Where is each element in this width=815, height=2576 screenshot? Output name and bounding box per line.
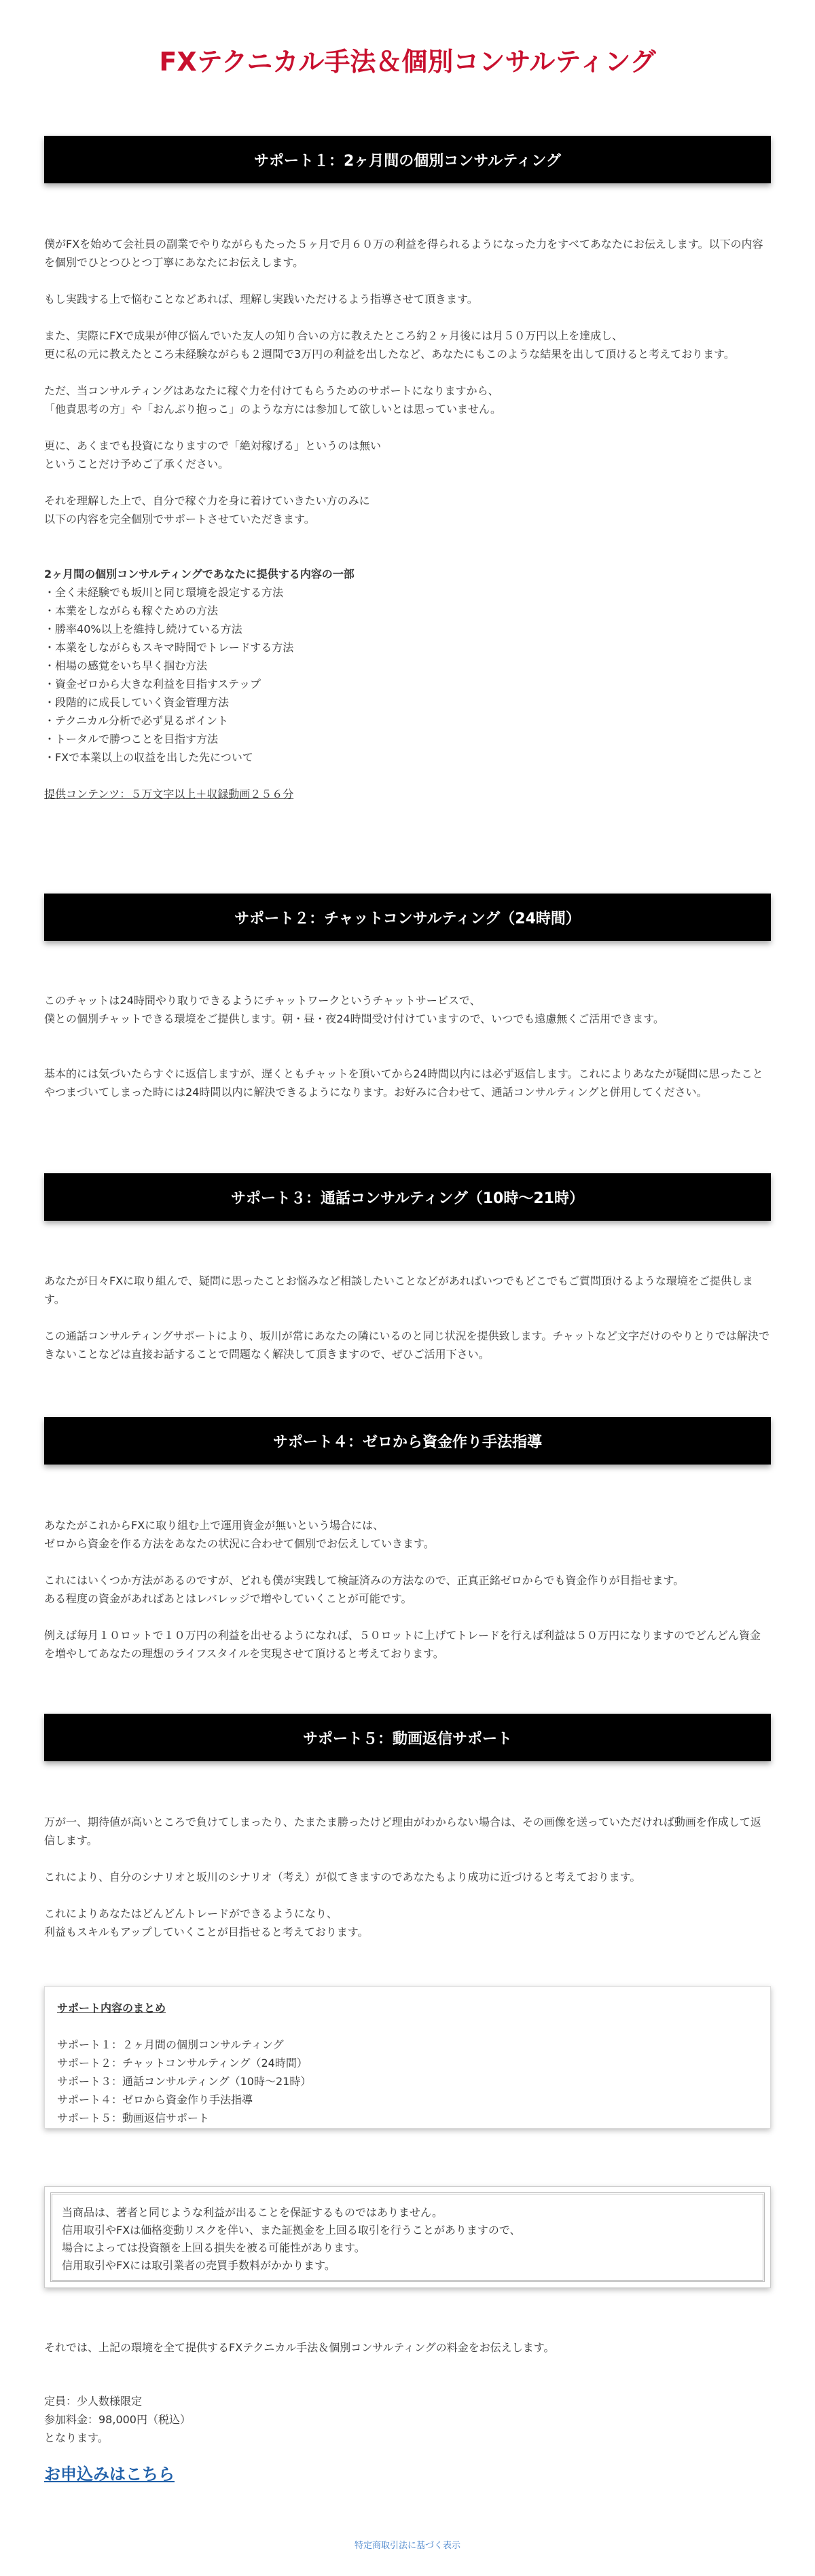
support1-list: [44, 583, 771, 767]
disclaimer-line: 信用取引やFXには取引業者の売買手数料がかかります。: [62, 2259, 336, 2272]
support3-paragraph: あなたが日々FXに取り組んで、疑問に思ったことお悩みなど相談したいことなどがあればいつでもどこでもご質問頂けるような環境をご提供します。: [44, 1274, 753, 1306]
price-text: 参加料金：98,000円（税込）: [44, 2413, 191, 2426]
support1-paragraph: ただ、当コンサルティングはあなたに稼ぐ力を付けてもらうためのサポートになりますから、 「他責思考の方」や「おんぶり抱っこ」のような方には参加して欲しいとは思っていません。: [44, 384, 501, 416]
support2-body: [44, 991, 771, 1101]
capacity-text: 定員：少人数様限定: [44, 2395, 143, 2408]
support4-banner: サポート４：ゼロから資金作り手法指導: [44, 1417, 771, 1465]
support5-paragraph: 万が一、期待値が高いところで負けてしまったり、たまたま勝ったけど理由がわからない場合は、その画像を送っていただければ動画を作成して返信します。: [44, 1816, 761, 1847]
support2-paragraph: このチャットは24時間やり取りできるようにチャットワークというチャットサービスで、 僕との個別チャットできる環境をご提供します。朝・昼・夜24時間受け付けていますので、いつでも遠慮無くご活用できます。: [44, 994, 665, 1025]
summary-item: サポート３：通話コンサルティング（10時〜21時）: [57, 2075, 312, 2088]
list-item: ・ テクニカル分析で必ず見るポイント: [44, 712, 771, 730]
disclaimer-line: 当商品は、著者と同じような利益が出ることを保証するものではありません。: [62, 2206, 443, 2219]
disclaimer-line: 場合によっては投資額を上回る損失を被る可能性があります。: [62, 2241, 365, 2254]
support5-body: [44, 1813, 771, 1941]
support1-banner: サポート１：2ヶ月間の個別コンサルティング: [44, 136, 771, 183]
list-item: ・ 本業をしながらもスキマ時間でトレードする方法: [44, 638, 771, 657]
list-item: ・ 本業をしながらも稼ぐための方法: [44, 602, 771, 620]
support2-paragraph: 基本的には気づいたらすぐに返信しますが、遅くともチャットを頂いてから24時間以内には必ず返信します。これによりあなたが疑問に思ったことやつまづいてしまった時には24時間以内に解決できるようになります。お好みに合わせて、通話コンサルティングと併用してください。: [44, 1067, 763, 1099]
support3-body: [44, 1272, 771, 1363]
support4-paragraph: あなたがこれからFXに取り組む上で運用資金が無いという場合には、 ゼロから資金を作る方法をあなたの状況に合わせて個別でお伝えしていきます。: [44, 1519, 435, 1550]
support5-paragraph: これにより、自分のシナリオと坂川のシナリオ（考え）が似てきますのであなたもより成功に近づけると考えております。: [44, 1871, 641, 1883]
support4-paragraph: これにはいくつか方法があるのですが、どれも僕が実践して検証済みの方法なので、正真正銘ゼロからでも資金作りが目指せます。 ある程度の資金があればあとはレバレッジで増やしていくことが可能です。: [44, 1574, 685, 1605]
support5-paragraph: これによりあなたはどんどんトレードができるようになり、 利益もスキルもアップしていくことが目指せると考えております。: [44, 1907, 369, 1938]
list-item: ・ 段階的に成長していく資金管理方法: [44, 693, 771, 712]
closing-note-text: となります。: [44, 2431, 109, 2444]
support1-paragraph: それを理解した上で、自分で稼ぐ力を身に着けていきたい方のみに 以下の内容を完全個別でサポートさせていただきます。: [44, 494, 370, 526]
list-item: ・ 全く未経験でも坂川と同じ環境を設定する方法: [44, 583, 771, 602]
list-item: ・ 資金ゼロから大きな利益を目指すステップ: [44, 675, 771, 693]
disclaimer-box: [44, 2186, 771, 2288]
closing-details: [44, 2392, 771, 2447]
summary-item: サポート５：動画返信サポート: [57, 2112, 210, 2124]
support3-paragraph: この通話コンサルティングサポートにより、坂川が常にあなたの隣にいるのと同じ状況を提供致します。チャットなど文字だけのやりとりでは解決できないことなどは直接お話することで問題なく解決して頂きますので、ぜひご活用下さい。: [44, 1329, 769, 1361]
legal-notice-link[interactable]: 特定商取引法に基づく表示: [354, 2541, 460, 2551]
page-title: FXテクニカル手法＆個別コンサルティング: [159, 47, 656, 77]
support4-body: [44, 1516, 771, 1663]
list-item: ・ FXで本業以上の収益を出した先について: [44, 748, 771, 767]
support1-body: [44, 235, 771, 803]
apply-link[interactable]: お申込みはこちら: [44, 2465, 175, 2484]
support1-list-heading: 2ヶ月間の個別コンサルティングであなたに提供する内容の一部: [44, 568, 355, 581]
disclaimer-line: 信用取引やFXは価格変動リスクを伴い、また証拠金を上回る取引を行うことがありますので、: [62, 2224, 521, 2237]
list-item: ・ 相場の感覚をいち早く掴む方法: [44, 657, 771, 675]
summary-item: サポート４：ゼロから資金作り手法指導: [57, 2093, 253, 2106]
support1-paragraph: 僕がFXを始めて会社員の副業でやりながらもたった５ヶ月で月６０万の利益を得られるようになった力をすべてあなたにお伝えします。以下の内容を個別でひとつひとつ丁寧にあなたにお伝えします。: [44, 238, 763, 269]
disclaimer-inner: [50, 2192, 765, 2282]
support5-banner: サポート５：動画返信サポート: [44, 1714, 771, 1761]
support1-contents-note: 提供コンテンツ：５万文字以上＋収録動画２５６分: [44, 788, 294, 801]
support1-paragraph: 更に、あくまでも投資になりますので「絶対稼げる」というのは無い ということだけ予めご了承ください。: [44, 439, 382, 471]
list-item: ・ 勝率40%以上を維持し続けている方法: [44, 620, 771, 638]
support2-banner: サポート２：チャットコンサルティング（24時間）: [44, 894, 771, 941]
closing-intro: [44, 2338, 771, 2357]
closing-intro-text: それでは、上記の環境を全て提供するFXテクニカル手法＆個別コンサルティングの料金をお伝えします。: [44, 2341, 555, 2354]
support3-banner: サポート３：通話コンサルティング（10時〜21時）: [44, 1173, 771, 1221]
list-item: ・ トータルで勝つことを目指す方法: [44, 730, 771, 748]
summary-item: サポート２：チャットコンサルティング（24時間）: [57, 2057, 308, 2069]
support1-paragraph: また、実際にFXで成果が伸び悩んでいた友人の知り合いの方に教えたところ約２ヶ月後には月５０万円以上を達成し、 更に私の元に教えたところ未経験ながらも２週間で3万円の利益を出したなど、あなたにもこのような結果を出して頂けると考えております。: [44, 329, 735, 361]
summary-box: [44, 1986, 771, 2129]
support1-paragraph: もし実践する上で悩むことなどあれば、理解し実践いただけるよう指導させて頂きます。: [44, 293, 478, 306]
support4-paragraph: 例えば毎月１０ロットで１０万円の利益を出せるようになれば、５０ロットに上げてトレードを行えば利益は５０万円になりますのでどんどん資金を増やしてあなたの理想のライフスタイルを実現させて頂けると考えております。: [44, 1629, 761, 1660]
summary-item: サポート１：２ヶ月間の個別コンサルティング: [57, 2038, 284, 2051]
summary-heading: サポート内容のまとめ: [57, 2002, 166, 2014]
